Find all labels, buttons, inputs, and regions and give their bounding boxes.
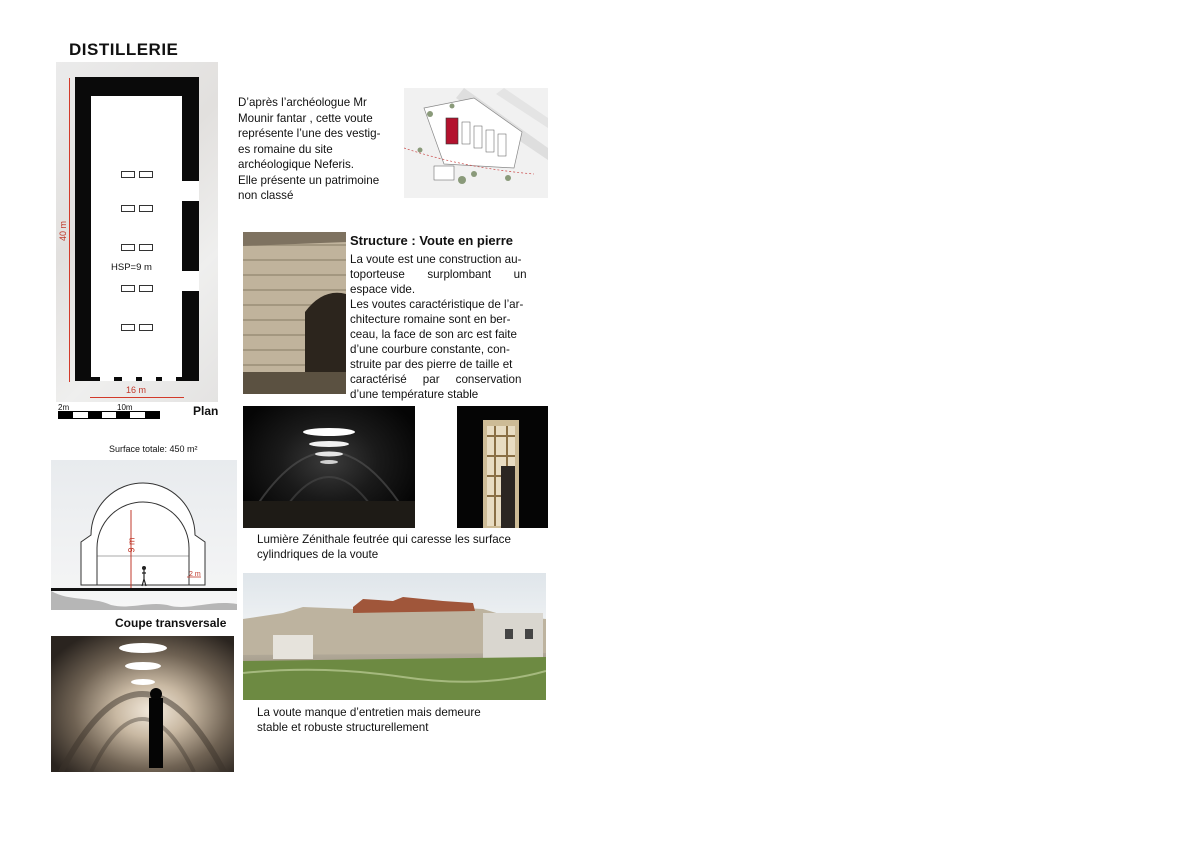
structure-line: Les voutes caractéristique de l’ar- [350,298,524,311]
skylight-mark [139,285,153,292]
cross-section-drawing [51,460,237,610]
intro-line: D’après l’archéologue Mr [238,96,367,109]
exterior-caption-line: stable et robuste structurellement [257,720,429,734]
light-caption-line: Lumière Zénithale feutrée qui caresse les surface [257,533,511,546]
plan-height-dimension-line [69,78,70,382]
structure-line: ceau, la face de son arc est faite [350,328,517,341]
scale-start-label: 2m [58,403,70,412]
exterior-caption [257,706,557,735]
vault-interior-person-photo [51,636,234,772]
skylight-mark [121,285,135,292]
skylight-mark [139,171,153,178]
intro-line: Mounir fantar , cette voute [238,111,373,125]
skylight-mark [121,324,135,331]
exterior-caption-line: La voute manque d’entretien mais demeure [257,706,481,719]
intro-line: archéologique Neferis. [238,158,355,171]
light-caption-line: cylindriques de la voute [257,547,379,561]
page-title: DISTILLERIE [69,40,179,59]
intro-line: représente l’une des vestig- [238,127,381,140]
structure-line: struite par des pierre de taille et [350,358,513,371]
surface-total: Surface totale: 450 m² [109,444,198,454]
structure-line: caractérisé par conservation [350,373,522,386]
plan-opening-bottom-1 [100,377,114,381]
plan-opening-right-2 [182,271,199,291]
intro-line: non classé [238,189,294,202]
skylight-mark [139,205,153,212]
plan-opening-bottom-4 [162,377,176,381]
window-opening-photo [457,406,548,528]
section-width-dimension: 2 m [189,571,201,578]
structure-line: espace vide. [350,283,416,296]
skylight-mark [121,171,135,178]
plan-hsp-label: HSP=9 m [111,262,152,273]
plan-floor [91,96,182,377]
plan-opening-bottom-3 [142,377,156,381]
plan-height-dimension: 40 m [58,220,69,242]
structure-paragraph [350,252,548,402]
exterior-ruins-photo [243,573,546,700]
structure-line: d’une température stable [350,388,479,401]
scale-end-label: 10m [117,403,133,412]
skylight-mark [121,244,135,251]
plan-opening-bottom-2 [122,377,136,381]
skylight-mark [139,244,153,251]
skylight-mark [139,324,153,331]
dark-vault-photo [243,406,415,528]
skylight-mark [121,205,135,212]
scale-bar [58,411,160,419]
structure-line: toporteuse surplombant un [350,268,527,281]
light-caption [257,533,557,562]
structure-line: d’une courbure constante, con- [350,343,510,356]
intro-line: Elle présente un patrimoine [238,173,380,187]
site-location-map [404,88,548,198]
section-label: Coupe transversale [115,616,227,630]
plan-opening-right-1 [182,181,199,201]
structure-heading: Structure : Voute en pierre [350,233,514,248]
plan-width-dimension-line [90,397,184,398]
structure-line: chitecture romaine sont en ber- [350,313,511,326]
structure-line: La voute est une construction au- [350,253,522,266]
intro-line: es romaine du site [238,142,333,156]
intro-paragraph [238,95,408,204]
section-height-dimension: 9 m [126,537,137,553]
stone-wall-photo [243,232,346,394]
plan-label: Plan [193,404,219,418]
plan-width-dimension: 16 m [126,385,147,395]
